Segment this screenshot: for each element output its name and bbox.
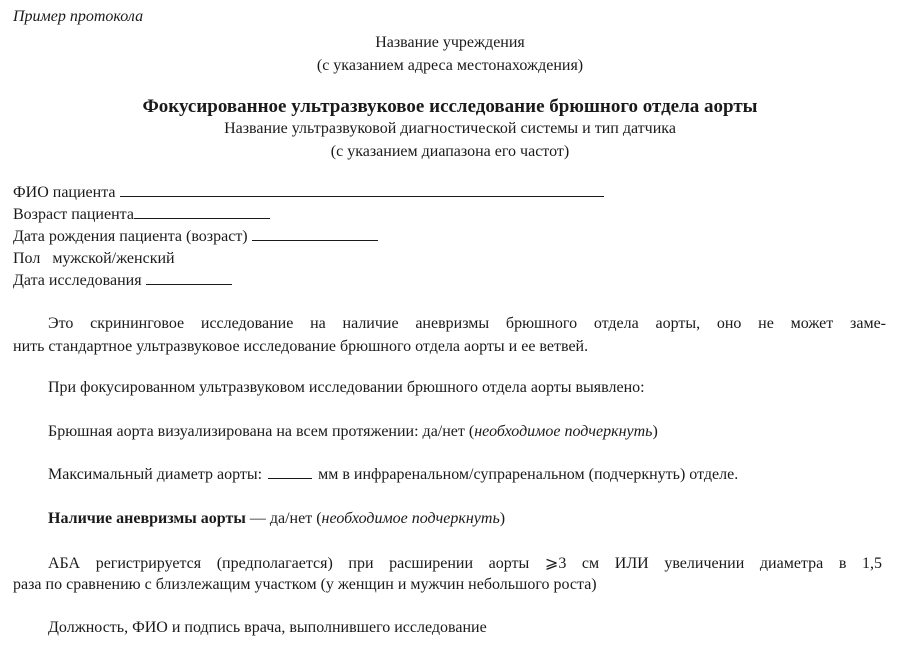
patient-age-row xyxy=(13,206,270,224)
exam-date-label: Дата исследования xyxy=(13,272,142,289)
institution-name: Название учреждения xyxy=(375,34,525,51)
institution-address-note: (с указанием адреса местонахождения) xyxy=(316,57,584,74)
patient-dob-field[interactable] xyxy=(252,239,378,241)
findings-intro: При фокусированном ультразвуковом исследовании брюшного отдела аорты выявлено: xyxy=(48,379,645,396)
sample-label: Пример протокола xyxy=(13,8,144,25)
patient-name-label: ФИО пациента xyxy=(13,184,116,201)
patient-sex-options[interactable]: мужской/женский xyxy=(52,250,175,267)
visualized-end: ) xyxy=(652,423,658,440)
patient-dob-row xyxy=(13,228,378,246)
patient-age-field[interactable] xyxy=(134,217,270,219)
patient-dob-label: Дата рождения пациента (возраст) xyxy=(13,228,248,245)
diameter-field[interactable] xyxy=(268,477,312,479)
criteria-line-1: АБА регистрируется (предполагается) при расширении аорты ⩾3 см ИЛИ увеличении диаметра в 1,5 xyxy=(48,555,882,572)
visualized-row xyxy=(48,423,658,441)
signature-line: Должность, ФИО и подпись врача, выполнившего исследование xyxy=(48,619,487,636)
criteria-line-2: раза по сравнению с близлежащим участком (у женщин и мужчин небольшого роста) xyxy=(13,576,597,593)
patient-sex-row xyxy=(13,250,175,268)
aneurysm-hint: необходимое подчеркнуть xyxy=(321,510,500,527)
visualized-text: Брюшная аорта визуализирована на всем протяжении: да/нет ( xyxy=(48,423,475,440)
visualized-hint: необходимое подчеркнуть xyxy=(474,423,653,440)
intro-line-2: нить стандартное ультразвуковое исследование брюшного отдела аорты и ее ветвей. xyxy=(13,338,589,355)
exam-date-field[interactable] xyxy=(146,283,232,285)
aneurysm-end: ) xyxy=(499,510,506,527)
patient-age-label: Возраст пациента xyxy=(13,206,134,223)
patient-sex-label: Пол xyxy=(13,250,41,267)
document-title: Фокусированное ультразвуковое исследование брюшного отдела аорты xyxy=(142,96,758,117)
intro-line-1: Это скрининговое исследование на наличие аневризмы брюшного отдела аорты, оно не может заме- xyxy=(48,315,886,332)
aneurysm-text: — да/нет ( xyxy=(245,510,322,527)
diameter-label: Максимальный диаметр аорты: xyxy=(48,466,263,483)
system-name: Название ультразвуковой диагностической системы и тип датчика xyxy=(224,120,676,137)
system-frequency-note: (с указанием диапазона его частот) xyxy=(330,143,570,160)
patient-name-field[interactable] xyxy=(120,195,604,197)
aneurysm-label: Наличие аневризмы аорты xyxy=(48,510,246,527)
aneurysm-row xyxy=(48,510,505,528)
patient-name-row xyxy=(13,184,604,202)
exam-date-row xyxy=(13,272,232,290)
diameter-text: мм в инфраренальном/супраренальном (подчеркнуть) отделе. xyxy=(318,466,739,483)
diameter-row xyxy=(48,466,738,484)
